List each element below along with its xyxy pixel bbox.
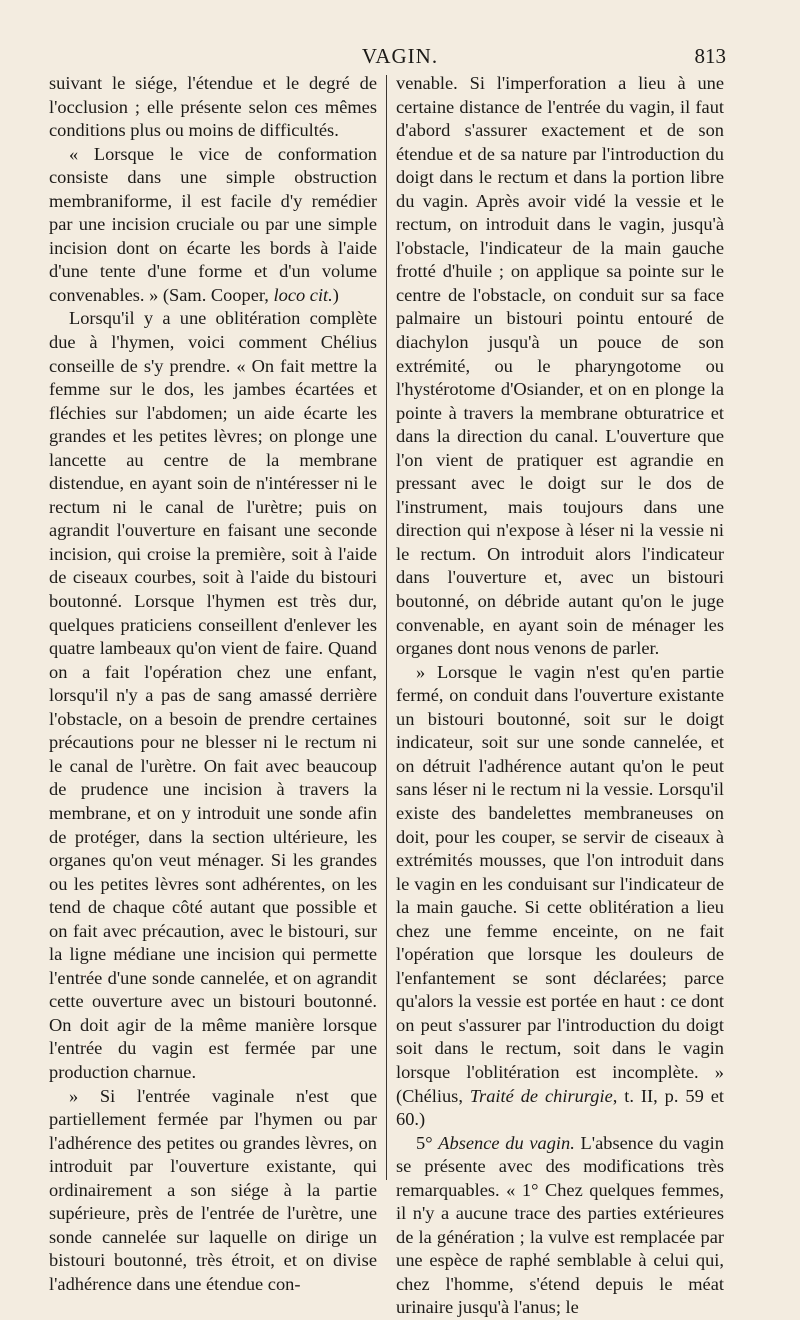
right-column <box>396 72 724 1320</box>
citation-close: , t. II, p. 59 et 60.) <box>396 1085 724 1130</box>
paragraph <box>396 661 724 1132</box>
section-number: 5° <box>416 1132 433 1153</box>
paragraph-text: L'absence du vagin se présente avec des modifications très remarquables. « 1° Chez quelques femmes, il n'y a aucune trace des parties extérieures de la génération ; la vulve est remplacée par une espèce de raphé semblable à celui qui, chez l'homme, s'étend depuis le méat urinaire jusqu'à l'anus; le <box>396 1132 724 1318</box>
paragraph-text: » Lorsque le vagin n'est qu'en partie fermé, on conduit dans l'ouverture existante un bistouri boutonné, soit sur le doigt indicateur, soit sur une sonde cannelée, et on détruit l'adhérence autant qu'on le peut sans léser ni le rectum ni la vessie. Lorsqu'il existe des bandelettes membraneuses on doit, pour les couper, se servir de ciseaux à extrémités mousses, que l'on introduit dans le vagin en les conduisant sur l'indicateur de la main gauche. Si cette oblitération a lieu chez une femme enceinte, on ne fait l'opération que lorsque les douleurs de l'enfantement se sont déclarées; parce qu'alors la vessie est portée en haut : ce dont on peut s'assurer par l'introduction du doigt soit dans le rectum, soit dans le vagin lorsque l'oblitération est incomplète. » (Chélius, <box>396 661 724 1106</box>
paragraph <box>49 143 377 308</box>
running-header <box>48 44 752 74</box>
paragraph <box>396 1132 724 1320</box>
paragraph-text: « Lorsque le vice de conformation consiste dans une simple obstruction membraniforme, il est facile d'y remédier par une incision cruciale ou par une simple incision dont on écarte les bords à l'aide d'une tente d'une forme et d'un volume convenables. » (Sam. Cooper, <box>49 143 377 305</box>
citation-close: ) <box>332 284 339 305</box>
column-divider <box>386 75 387 1180</box>
section-heading: Absence du vagin. <box>438 1132 575 1153</box>
paragraph: venable. Si l'imperforation a lieu à une certaine distance de l'entrée du vagin, il faut d'abord s'assurer exactement et de son étendue et de sa nature par l'introduction du doigt dans le rectum et dans la portion libre du vagin. Après avoir vidé la vessie et le rectum, on introduit dans le vagin, jusqu'à l'obstacle, l'indicateur de la main gauche frotté d'huile ; on applique sa pointe sur le centre de l'obstacle, on conduit sur sa face palmaire un bistouri pointu entouré de diachylon jusqu'à un pouce de son extrémité, ou le pharyngotome ou l'hystérotome d'Osiander, et on en plonge la pointe à travers la membrane obturatrice et dans la direction du canal. L'ouverture que l'on vient de pratiquer est agrandie en pressant avec le doigt sur le dos de l'instrument, mais toujours dans une direction qui n'expose à léser ni la vessie ni le rectum. On introduit alors l'indicateur dans l'ouverture et, avec un bistouri boutonné, on débride autant qu'on le juge convenable, en ayant soin de ménager les organes dont nous venons de parler. <box>396 73 724 659</box>
page-number: 813 <box>694 44 726 68</box>
paragraph: suivant le siége, l'étendue et le degré de l'occlusion ; elle présente selon ces mêmes conditions plus ou moins de difficultés. <box>49 73 377 141</box>
citation-italic: loco cit. <box>273 284 333 305</box>
page-title: VAGIN. <box>361 44 439 68</box>
paragraph: Lorsqu'il y a une oblitération complète due à l'hymen, voici comment Chélius conseille de s'y prendre. « On fait mettre la femme sur le dos, les jambes écartées et fléchies sur l'abdomen; un aide écarte les grandes et les petites lèvres; on plonge une lancette au centre de la membrane distendue, en ayant soin de n'intéresser ni le rectum ni le canal de l'urètre; puis on agrandit l'ouverture en faisant une seconde incision, qui croise la première, soit à l'aide de ciseaux courbes, soit à l'aide du bistouri boutonné. Lorsque l'hymen est très dur, quelques praticiens conseillent d'enlever les quatre lambeaux qu'on vient de faire. Quand on a fait l'opération chez une enfant, lorsqu'il n'y a pas de sang amassé derrière l'obstacle, on a besoin de prendre certaines précautions pour ne blesser ni le rectum ni le canal de l'urètre. On fait avec beaucoup de prudence une incision à travers la membrane, et on y introduit une sonde afin de protéger, dans la section ultérieure, les organes qu'on veut ménager. Si les grandes ou les petites lèvres sont adhérentes, on les tend de chaque côté autant que possible et on fait avec précaution, avec le bistouri, sur la ligne médiane une incision qui permette l'entrée d'une sonde cannelée, et on agrandit cette ouverture avec un bistouri boutonné. On doit agir de la même manière lorsque l'entrée du vagin est fermée par une production charnue. <box>49 308 377 1082</box>
left-column <box>49 72 377 1296</box>
citation-italic: Traité de chirurgie <box>469 1085 613 1106</box>
paragraph: » Si l'entrée vaginale n'est que partiellement fermée par l'hymen ou par l'adhérence des petites ou grandes lèvres, on introduit par l'ouverture existante, qui ordinairement a son siége à la partie supérieure, près de l'entrée de l'urètre, une sonde cannelée sur laquelle on dirige un bistouri boutonné, très étroit, et on divise l'adhérence dans une étendue con- <box>49 1085 377 1294</box>
